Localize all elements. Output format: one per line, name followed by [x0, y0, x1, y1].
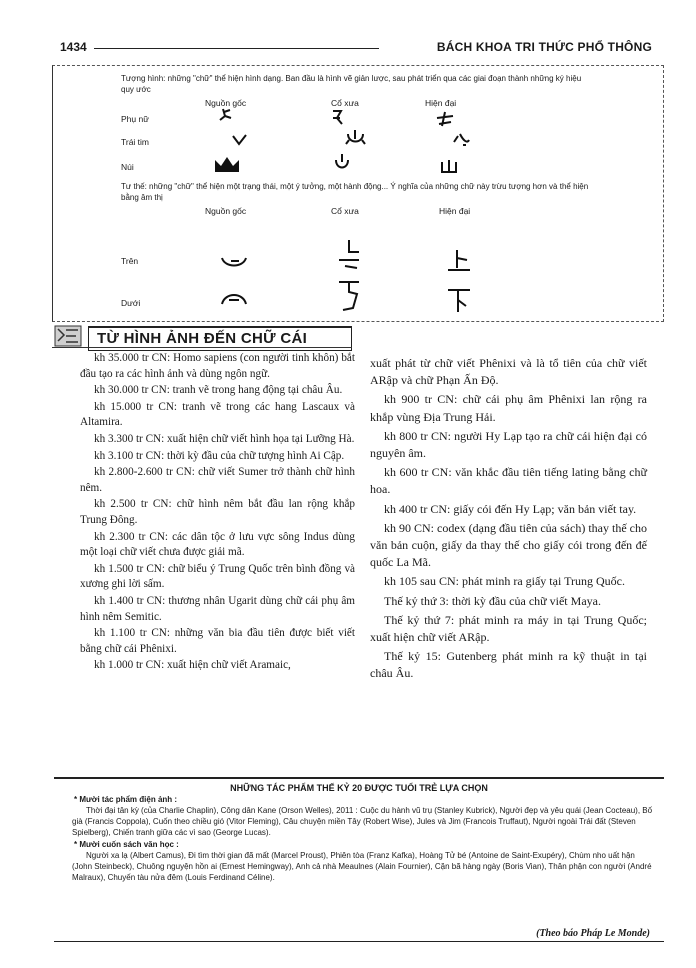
woman-modern-glyph — [433, 110, 457, 128]
books-list: Người xa lạ (Albert Camus), Đi tìm thời gian đã mất (Marcel Proust), Phiên tòa (Franz Kafka), Hoàng Tử bé (Antoine de Saint-Exupéry), Chùm nho uất hận (John Steinbeck), Chuông nguyện hồn ai (Ernest Hemingway), Anh cả nhà Meaulnes (Alain Fournier), Cặn bã hàng ngày (Boris Vian), Thân phận con người (André Malraux), Chuyến tàu nửa đêm (Louis Ferdinand Céline). — [72, 851, 652, 882]
timeline-entry: kh 600 tr CN: văn khắc đầu tiên tiếng lating bằng chữ hoa. — [370, 465, 647, 497]
timeline-left-column — [80, 351, 355, 675]
films-list: Thời đại tân kỳ (của Charlie Chaplin), Công dân Kane (Orson Welles), 2011 : Cuộc du hành vũ trụ (Stanley Kubrick), Người đẹp và yêu quái (Jean Cocteau), Bố già (Francis Coppola), Cuốn theo chiều gió (Vitor Fleming), Câu chuyện miền Tây (Robert Wise), Jules và Jim (Francois Truffaut), Người ngoài Trái đất (Steven Spielberg), Chiến tranh giữa các vì sao (George Lucas). — [72, 806, 653, 837]
col-header-origin-2: Nguồn gốc — [205, 206, 247, 216]
timeline-entry: kh 900 tr CN: chữ cái phụ âm Phênixi lan rộng ra khắp vùng Địa Trung Hải. — [370, 392, 647, 424]
timeline-entry: kh 1.000 tr CN: xuất hiện chữ viết Aramaic, — [94, 659, 291, 672]
below-origin-glyph — [219, 290, 249, 308]
timeline-entry: kh 3.300 tr CN: xuất hiện chữ viết hình họa tại Lưỡng Hà. — [94, 432, 355, 445]
col-header-ancient-2: Cổ xưa — [331, 206, 359, 216]
timeline-entry: kh 800 tr CN: người Hy Lạp tạo ra chữ cái hiện đại có nguyên âm. — [370, 428, 647, 461]
page-header — [52, 40, 652, 58]
above-ancient-glyph — [335, 238, 363, 272]
row-label-below: Dưới — [121, 298, 141, 308]
below-modern-glyph — [445, 286, 473, 316]
books-heading: * Mười cuốn sách văn học : — [74, 840, 179, 849]
timeline-entry: kh 90 CN: codex (dạng đầu tiên của sách) thay thế cho văn bản cuộn, giấy da thay thế cho giấy cói trong đến đế quốc La Mã. — [370, 520, 647, 570]
works-box — [54, 777, 664, 942]
section-ornament-icon — [54, 325, 82, 347]
page-number: 1434 — [60, 40, 87, 54]
timeline-entry: kh 1.100 tr CN: những văn bia đầu tiên được biết viết bằng chữ cái Phênixi. — [80, 627, 355, 655]
timeline-right-column — [370, 355, 647, 685]
woman-origin-glyph — [215, 106, 239, 126]
timeline-entry: kh 30.000 tr CN: tranh vẽ trong hang động tại châu Âu. — [94, 384, 343, 397]
films-heading: * Mười tác phẩm điện ảnh : — [74, 795, 178, 804]
timeline-entry: kh 15.000 tr CN: tranh vẽ trong các hang Lascaux và Altamira. — [80, 400, 355, 429]
above-modern-glyph — [445, 246, 473, 274]
mountain-ancient-glyph — [331, 152, 353, 174]
timeline-entry: kh 105 sau CN: phát minh ra giấy tại Trung Quốc. — [384, 574, 625, 589]
row-label-above: Trên — [121, 256, 139, 266]
timeline-entry: kh 1.400 tr CN: thương nhân Ugarit dùng chữ cái phụ âm hình nêm Semitic. — [80, 594, 355, 623]
ideograph-intro: Tư thế: những "chữ" thể hiện một trạng thái, một ý tưởng, một hành động... Ý nghĩa của những chữ này trừu tượng hơn và thể hiện bằng âm thị — [121, 182, 589, 202]
timeline-entry: kh 3.100 tr CN: thời kỳ đầu của chữ tượng hình Ai Cập. — [94, 449, 345, 462]
timeline-entry: Thế kỷ thứ 7: phát minh ra máy in tại Trung Quốc; xuất hiện chữ viết ARập. — [370, 612, 647, 645]
section-rule — [52, 347, 352, 348]
col-header-ancient-1: Cổ xưa — [331, 98, 359, 108]
source-citation: (Theo báo Pháp Le Monde) — [536, 928, 650, 939]
col-header-modern-1: Hiện đại — [425, 98, 457, 108]
row-label-heart: Trái tim — [121, 137, 150, 147]
timeline-entry: Thế kỷ thứ 3: thời kỳ đầu của chữ viết Maya. — [384, 593, 601, 608]
timeline-entry: xuất phát từ chữ viết Phênixi và là tổ tiên của chữ viết ARập và chữ Phạn Ấn Độ. — [370, 356, 647, 388]
mountain-origin-glyph — [213, 154, 241, 174]
works-box-title: NHỮNG TÁC PHẨM THẾ KỶ 20 ĐƯỢC TUỔI TRẺ LỰA CHỌN — [230, 783, 488, 793]
woman-ancient-glyph — [329, 108, 355, 128]
timeline-entry: kh 1.500 tr CN: chữ biểu ý Trung Quốc trên bình đồng và xương ghi lời sấm. — [80, 562, 355, 591]
above-origin-glyph — [219, 254, 249, 270]
section-title: TỪ HÌNH ẢNH ĐẾN CHỮ CÁI — [97, 330, 308, 347]
timeline-entry: kh 2.300 tr CN: các dân tộc ở lưu vực sông Indus dùng một loại chữ viết chưa được giải mã. — [80, 530, 355, 559]
timeline-entry: kh 2.500 tr CN: chữ hình nêm bắt đầu lan rộng khắp Trung Đông. — [80, 498, 355, 526]
mountain-modern-glyph — [439, 158, 459, 174]
book-title: BÁCH KHOA TRI THỨC PHỔ THÔNG — [436, 40, 652, 54]
timeline-entry: Thế kỷ 15: Gutenberg phát minh ra kỹ thuật in tại châu Âu. — [370, 649, 647, 681]
timeline-entry: kh 35.000 tr CN: Homo sapiens (con người tinh khôn) bắt đầu tạo ra các hình ảnh và dùng ngôn ngữ. — [80, 352, 355, 380]
heart-ancient-glyph — [343, 126, 369, 148]
timeline-entry: kh 2.800-2.600 tr CN: chữ viết Sumer trở thành chữ hình nêm. — [80, 466, 355, 494]
row-label-woman: Phụ nữ — [121, 114, 149, 124]
row-label-mountain: Núi — [121, 162, 134, 172]
heart-origin-glyph — [229, 130, 251, 148]
col-header-modern-2: Hiện đại — [439, 206, 471, 216]
col-header-origin-1: Nguồn gốc — [205, 98, 247, 108]
writing-evolution-figure — [52, 65, 664, 322]
below-ancient-glyph — [335, 278, 363, 312]
pictograph-intro: Tượng hình: những "chữ" thể hiện hình dạng. Ban đầu là hình vẽ giản lược, sau phát triển qua các giai đoạn thành những ký hiệu quy ước — [121, 74, 582, 94]
heart-modern-glyph — [449, 130, 473, 148]
header-rule — [94, 48, 379, 49]
timeline-entry: kh 400 tr CN: giấy cói đến Hy Lạp; văn bản viết tay. — [384, 501, 637, 516]
